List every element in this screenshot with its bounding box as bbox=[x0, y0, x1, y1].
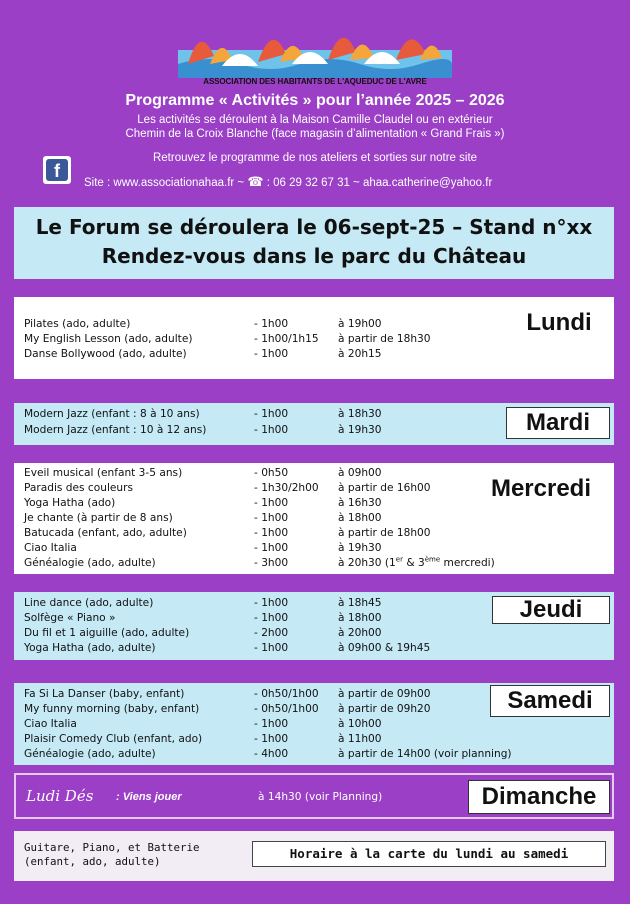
music-lessons-audience: (enfant, ado, adulte) bbox=[24, 855, 161, 868]
program-title: Programme « Activités » pour l’année 2025 – 2026 bbox=[125, 92, 505, 109]
website-link[interactable]: Site : www.associationahaa.fr ~ bbox=[84, 177, 245, 189]
day-label-lundi: Lundi bbox=[526, 309, 592, 336]
facebook-glyph: f bbox=[46, 159, 68, 181]
day-label-samedi: Samedi bbox=[490, 685, 610, 717]
music-lessons-instruments: Guitare, Piano, et Batterie bbox=[24, 841, 200, 854]
day-box-jeudi: Jeudi Line dance (ado, adulte) - 1h00 à 18h45 Solfège « Piano » - 1h00 à 18h00 Du fil et 1 aiguille (ado, adulte) - 2h00 à 20h00 Yoga Hatha (ado, adulte) - 1h00 à 09h00 & 19h45 bbox=[14, 592, 614, 660]
day-box-samedi: Samedi Fa Si La Danser (baby, enfant) - 0h50/1h00 à partir de 09h00 My funny morning (baby, enfant) - 0h50/1h00 à partir de 09h20 Ciao Italia - 1h00 à 10h00 Plaisir Comedy Club (enfant, ado) - 1h00 à 11h00 Généalogie (ado, adulte) - 4h00 à partir de 14h00 (voir planning) bbox=[14, 683, 614, 765]
association-logo bbox=[170, 20, 460, 88]
ludi-des-time: à 14h30 (voir Planning) bbox=[258, 791, 383, 803]
facebook-icon[interactable] bbox=[43, 156, 71, 184]
association-name: ASSOCIATION DES HABITANTS DE L'AQUEDUC DE L'AVRE bbox=[203, 77, 427, 86]
location-line-2: Chemin de la Croix Blanche (face magasin d’alimentation « Grand Frais ») bbox=[125, 128, 505, 140]
phone-icon: ☎ bbox=[247, 174, 264, 189]
forum-location: Rendez-vous dans le parc du Château bbox=[101, 244, 527, 268]
music-lessons-box bbox=[14, 831, 614, 881]
ludi-des-title: Ludi Dés bbox=[26, 787, 94, 805]
phone-email: : 06 29 32 67 31 ~ ahaa.catherine@yahoo.fr bbox=[266, 177, 493, 189]
location-line-1: Les activités se déroulent à la Maison Camille Claudel ou en extérieur bbox=[137, 114, 493, 126]
day-box-mardi: Mardi Modern Jazz (enfant : 8 à 10 ans) - 1h00 à 18h30 Modern Jazz (enfant : 10 à 12 ans) - 1h00 à 19h30 bbox=[14, 403, 614, 445]
day-label-mercredi: Mercredi bbox=[490, 475, 592, 502]
ludi-des-subtitle: : Viens jouer bbox=[116, 791, 182, 803]
day-box-dimanche bbox=[14, 773, 614, 819]
day-label-dimanche: Dimanche bbox=[468, 780, 610, 814]
music-lessons-text bbox=[24, 841, 200, 869]
day-box-lundi: Lundi Pilates (ado, adulte) - 1h00 à 19h00 My English Lesson (ado, adulte) - 1h00/1h15 à partir de 18h30 Danse Bollywood (ado, adulte) - 1h00 à 20h15 bbox=[14, 297, 614, 379]
day-label-mardi: Mardi bbox=[506, 407, 610, 439]
day-box-mercredi: Mercredi Eveil musical (enfant 3-5 ans) - 0h50 à 09h00 Paradis des couleurs - 1h30/2h00 à partir de 16h00 Yoga Hatha (ado) - 1h00 à 16h30 Je chante (à partir de 8 ans) - 1h00 à 18h00 Batucada (enfant, ado, adulte) - 1h00 à partir de 18h00 Ciao Italia - 1h00 à 19h30 Généalogie (ado, adulte) - 3h00 à 20h30 (1er & 3ème mercredi) bbox=[14, 463, 614, 574]
forum-banner bbox=[14, 207, 614, 279]
contact-line bbox=[84, 174, 492, 190]
forum-date: Le Forum se déroulera le 06-sept-25 – Stand n°xx bbox=[35, 215, 593, 239]
music-lessons-schedule: Horaire à la carte du lundi au samedi bbox=[252, 841, 606, 867]
day-label-jeudi: Jeudi bbox=[492, 596, 610, 624]
website-invite: Retrouvez le programme de nos ateliers et sorties sur notre site bbox=[152, 152, 478, 164]
